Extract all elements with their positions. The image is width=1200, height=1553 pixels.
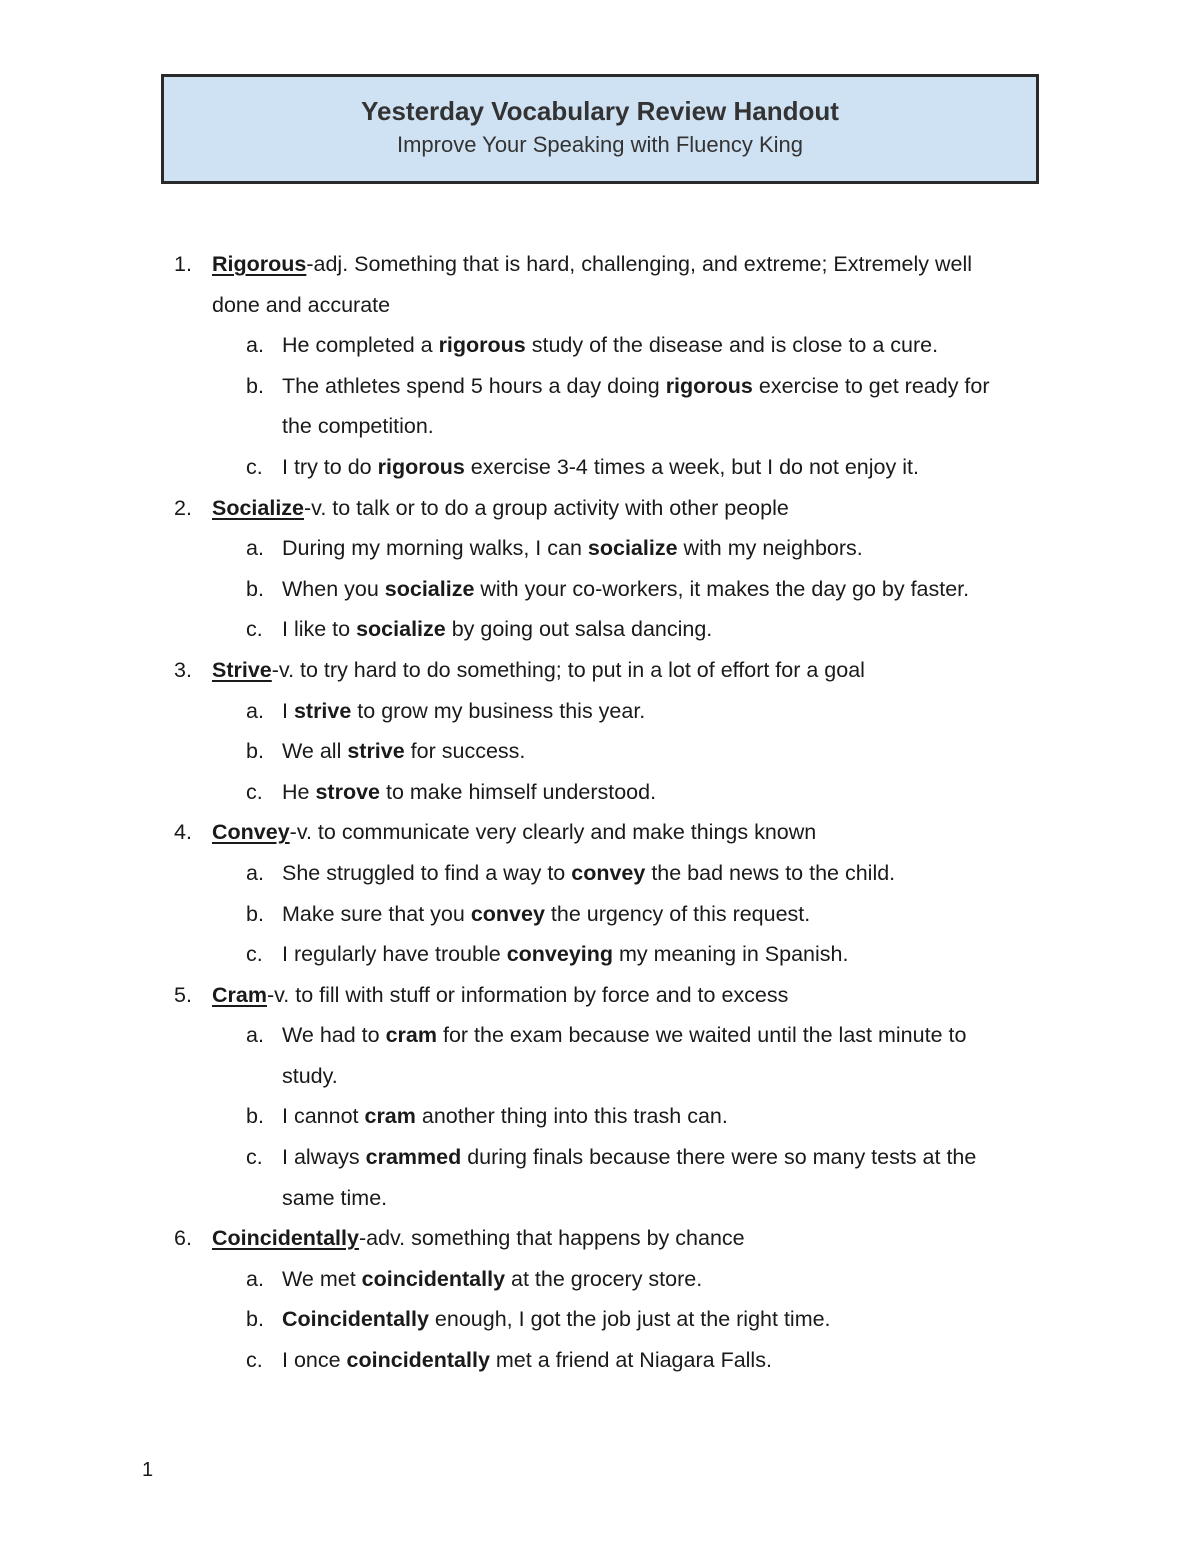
example-sentence-line — [0, 853, 1200, 894]
vocab-word-highlight: socialize — [587, 536, 678, 561]
line-text — [212, 285, 390, 326]
text-fragment: for success. — [404, 739, 526, 764]
handout-subtitle: Improve Your Speaking with Fluency King — [396, 132, 803, 157]
vocab-word-highlight: convey — [571, 860, 646, 885]
list-marker: 5. — [174, 982, 192, 1007]
vocab-word-highlight: socialize — [384, 576, 475, 601]
text-fragment: When you — [282, 576, 385, 601]
line-text — [282, 447, 919, 488]
list-marker: c. — [246, 617, 263, 642]
list-marker: a. — [246, 333, 264, 358]
line-text — [282, 1178, 387, 1219]
list-marker: b. — [246, 1307, 264, 1332]
list-marker: b. — [246, 576, 264, 601]
list-marker: c. — [246, 454, 263, 479]
line-text — [282, 894, 810, 935]
list-marker: c. — [246, 1348, 263, 1373]
line-text — [212, 650, 865, 691]
text-fragment: -v. to communicate very clearly and make things known — [289, 820, 817, 845]
example-sentence-line — [0, 447, 1200, 488]
vocab-word-highlight: rigorous — [665, 373, 753, 398]
line-text — [282, 609, 712, 650]
list-marker: 3. — [174, 657, 192, 682]
list-marker: c. — [246, 942, 263, 967]
line-text — [282, 325, 938, 366]
text-fragment: I — [282, 698, 294, 723]
line-text — [282, 1259, 702, 1300]
vocab-word-highlight: convey — [470, 901, 545, 926]
example-sentence-line — [0, 406, 1200, 447]
text-fragment: to make himself understood. — [380, 779, 657, 804]
list-marker: b. — [246, 739, 264, 764]
vocab-word-highlight: crammed — [365, 1145, 462, 1170]
vocab-term: Socialize — [212, 495, 305, 520]
text-fragment: same time. — [282, 1185, 388, 1210]
text-fragment: -v. to try hard to do something; to put in a lot of effort for a goal — [271, 657, 865, 682]
line-text — [282, 853, 895, 894]
example-sentence-line — [0, 609, 1200, 650]
example-sentence-line — [0, 1015, 1200, 1056]
list-marker: 6. — [174, 1226, 192, 1251]
vocab-word-highlight: strove — [315, 779, 381, 804]
text-fragment: -v. to fill with stuff or information by force and to excess — [266, 982, 789, 1007]
vocab-term: Cram — [212, 982, 267, 1007]
text-fragment: We met — [282, 1266, 362, 1291]
text-fragment: He — [282, 779, 316, 804]
list-marker: c. — [246, 779, 263, 804]
list-marker: a. — [246, 1266, 264, 1291]
text-fragment: met a friend at Niagara Falls. — [489, 1348, 772, 1373]
list-marker: b. — [246, 373, 264, 398]
example-sentence-line — [0, 1056, 1200, 1097]
text-fragment: during finals because there were so many tests at the — [461, 1145, 977, 1170]
text-fragment: We had to — [282, 1023, 386, 1048]
vocab-term: Rigorous — [212, 252, 307, 276]
example-sentence-line — [0, 1178, 1200, 1219]
example-sentence-line — [0, 772, 1200, 813]
line-text — [282, 1056, 338, 1097]
handout-title: Yesterday Vocabulary Review Handout — [361, 96, 839, 126]
handout-header — [161, 74, 1039, 184]
list-marker: a. — [246, 860, 264, 885]
vocab-term-line — [0, 285, 1200, 326]
example-sentence-line — [0, 1137, 1200, 1178]
text-fragment: to grow my business this year. — [351, 698, 646, 723]
text-fragment: -adv. something that happens by chance — [358, 1226, 745, 1251]
line-text — [282, 1137, 976, 1178]
list-marker: 4. — [174, 820, 192, 845]
line-text — [282, 569, 969, 610]
text-fragment: exercise to get ready for — [752, 373, 990, 398]
vocabulary-list — [0, 244, 1200, 1381]
line-text — [282, 691, 645, 732]
text-fragment: The athletes spend 5 hours a day doing — [282, 373, 666, 398]
text-fragment: He completed a — [282, 333, 439, 358]
line-text — [282, 406, 434, 447]
line-text — [212, 1218, 745, 1259]
text-fragment: During my morning walks, I can — [282, 536, 588, 561]
example-sentence-line — [0, 691, 1200, 732]
text-fragment: I always — [282, 1145, 366, 1170]
vocab-word-highlight: strive — [293, 698, 352, 723]
text-fragment: my meaning in Spanish. — [613, 942, 849, 967]
page-number: 1 — [142, 1459, 154, 1481]
line-text — [212, 488, 789, 529]
text-fragment: the bad news to the child. — [645, 860, 896, 885]
example-sentence-line — [0, 1299, 1200, 1340]
vocab-word-highlight: rigorous — [438, 333, 526, 358]
list-marker: 1. — [174, 252, 192, 276]
text-fragment: another thing into this trash can. — [415, 1104, 728, 1129]
vocab-word-highlight: conveying — [506, 942, 614, 967]
example-sentence-line — [0, 1340, 1200, 1381]
text-fragment: the urgency of this request. — [544, 901, 811, 926]
line-text — [282, 1096, 728, 1137]
text-fragment: the competition. — [282, 414, 434, 439]
example-sentence-line — [0, 731, 1200, 772]
text-fragment: done and accurate — [212, 292, 391, 317]
text-fragment: She struggled to find a way to — [282, 860, 572, 885]
example-sentence-line — [0, 366, 1200, 407]
line-text — [282, 1340, 772, 1381]
text-fragment: exercise 3-4 times a week, but I do not enjoy it. — [464, 454, 919, 479]
vocab-word-highlight: rigorous — [377, 454, 465, 479]
vocab-term-line — [0, 812, 1200, 853]
text-fragment: with my neighbors. — [677, 536, 863, 561]
text-fragment: We all — [282, 739, 348, 764]
vocab-term: Coincidentally — [212, 1226, 359, 1251]
vocab-word-highlight: strive — [347, 739, 405, 764]
example-sentence-line — [0, 528, 1200, 569]
vocab-word-highlight: socialize — [356, 617, 446, 642]
vocab-term: Strive — [212, 657, 272, 682]
list-marker: 2. — [174, 495, 192, 520]
list-marker: b. — [246, 1104, 264, 1129]
line-text — [282, 366, 990, 407]
vocab-word-highlight: coincidentally — [346, 1348, 490, 1373]
line-text — [282, 1299, 831, 1340]
line-text — [282, 1015, 966, 1056]
line-text — [282, 934, 848, 975]
list-marker: a. — [246, 536, 264, 561]
list-marker: c. — [246, 1145, 263, 1170]
vocab-word-highlight: cram — [385, 1023, 437, 1048]
line-text — [282, 731, 525, 772]
example-sentence-line — [0, 894, 1200, 935]
vocab-word-highlight: cram — [364, 1104, 416, 1129]
vocab-term-line — [0, 488, 1200, 529]
text-fragment: study. — [282, 1063, 338, 1088]
list-marker: b. — [246, 901, 264, 926]
text-fragment: -adj. Something that is hard, challenging, and extreme; Extremely well — [306, 252, 972, 276]
text-fragment: Make sure that you — [282, 901, 471, 926]
text-fragment: -v. to talk or to do a group activity with other people — [304, 495, 789, 520]
line-text — [212, 244, 972, 285]
example-sentence-line — [0, 934, 1200, 975]
text-fragment: at the grocery store. — [505, 1266, 703, 1291]
text-fragment: I once — [282, 1348, 347, 1373]
text-fragment: I cannot — [282, 1104, 365, 1129]
example-sentence-line — [0, 325, 1200, 366]
line-text — [212, 975, 788, 1016]
vocab-term-line — [0, 650, 1200, 691]
text-fragment: for the exam because we waited until the last minute to — [437, 1023, 967, 1048]
example-sentence-line — [0, 1096, 1200, 1137]
text-fragment: by going out salsa dancing. — [445, 617, 713, 642]
vocab-term-line — [0, 244, 1200, 285]
vocab-term: Convey — [212, 820, 290, 845]
vocab-term-line — [0, 975, 1200, 1016]
list-marker: a. — [246, 1023, 264, 1048]
example-sentence-line — [0, 569, 1200, 610]
text-fragment: I regularly have trouble — [282, 942, 507, 967]
vocab-word-highlight: coincidentally — [361, 1266, 506, 1291]
text-fragment: I try to do — [282, 454, 378, 479]
line-text — [212, 812, 816, 853]
text-fragment: with your co-workers, it makes the day go by faster. — [474, 576, 970, 601]
vocab-word-highlight: Coincidentally — [282, 1307, 429, 1332]
list-marker: a. — [246, 698, 264, 723]
text-fragment: enough, I got the job just at the right time. — [428, 1307, 831, 1332]
line-text — [282, 528, 863, 569]
text-fragment: I like to — [282, 617, 357, 642]
text-fragment: study of the disease and is close to a cure. — [525, 333, 939, 358]
line-text — [282, 772, 656, 813]
vocab-term-line — [0, 1218, 1200, 1259]
example-sentence-line — [0, 1259, 1200, 1300]
